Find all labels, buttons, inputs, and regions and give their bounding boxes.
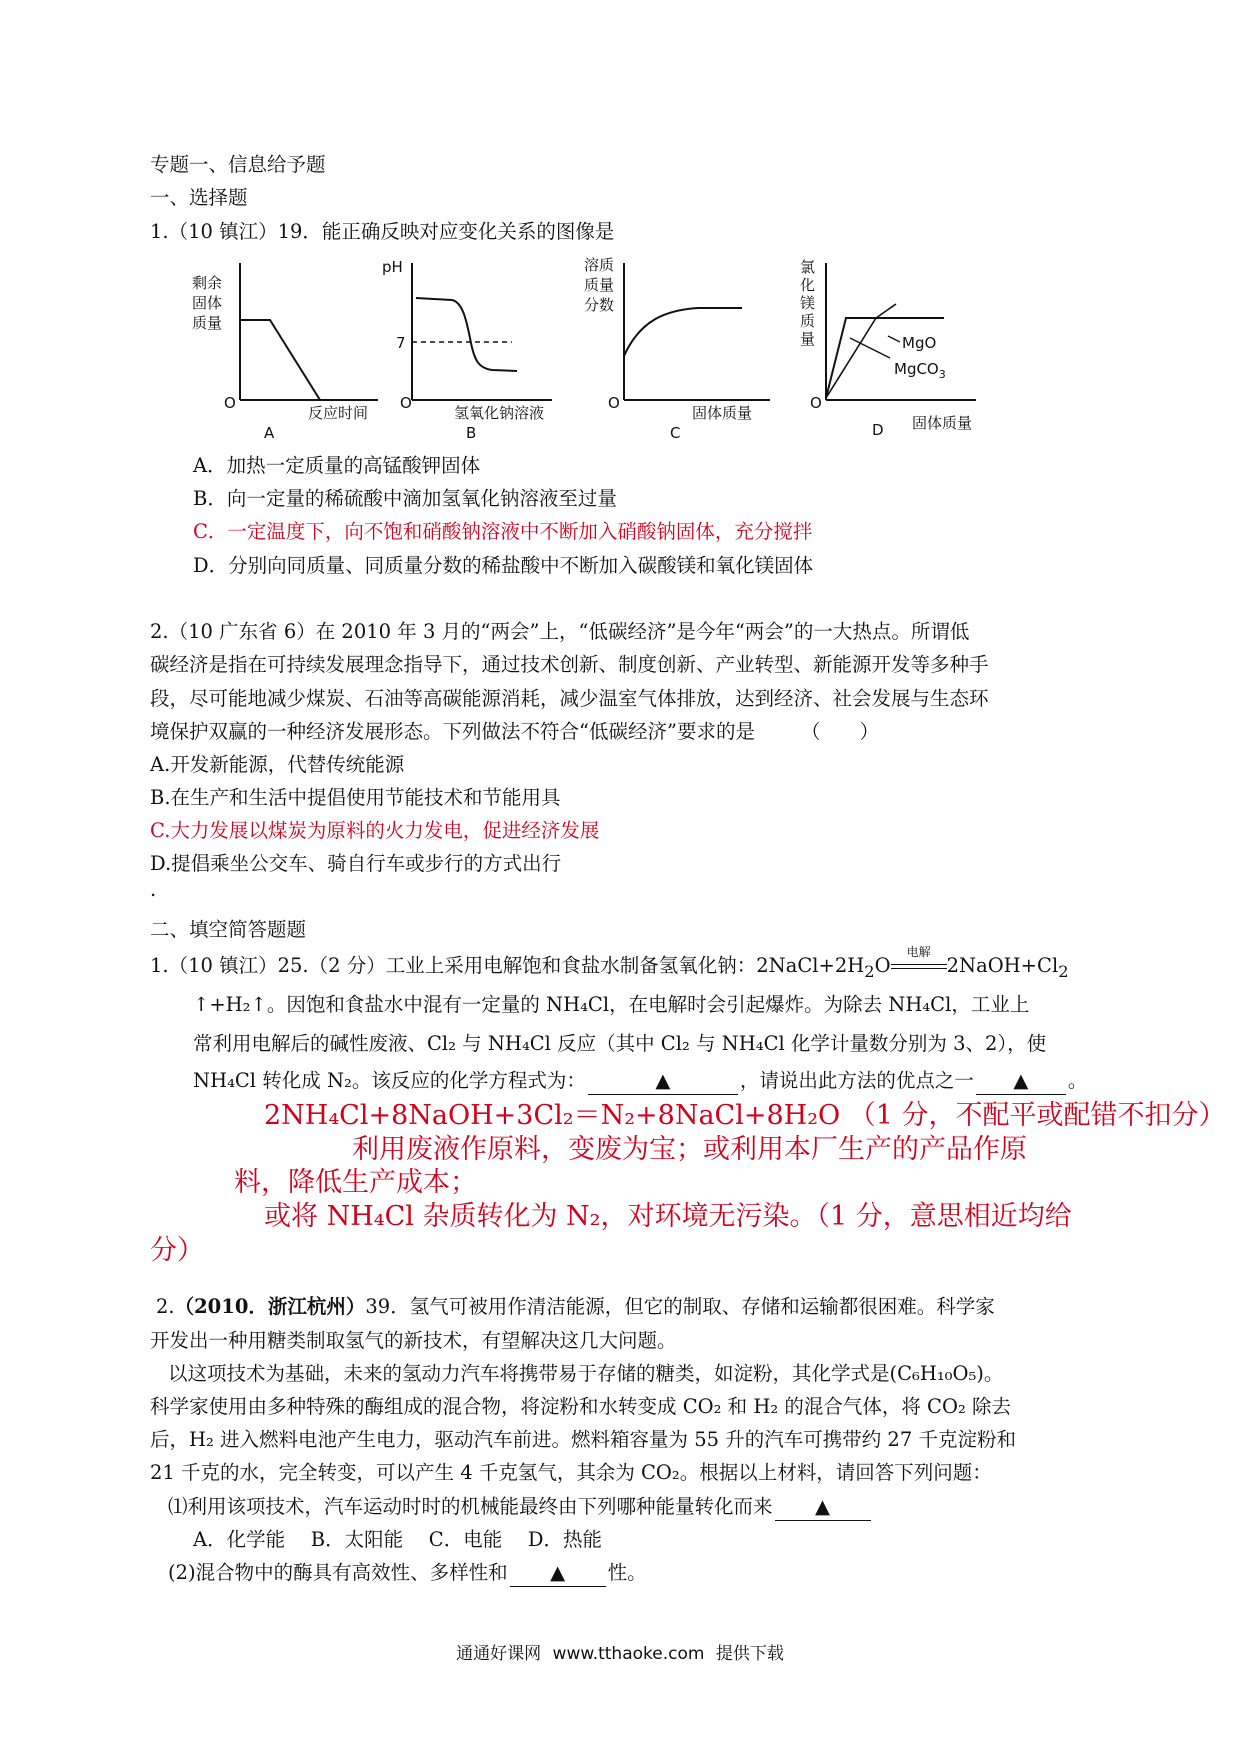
q3-line-4 (193, 1068, 1087, 1095)
graph-c-origin: O (608, 394, 620, 412)
graph-d-mgco3-pointer (850, 338, 890, 358)
q3-line-4-a: NH₄Cl 转化成 N₂。该反应的化学方程式为： (193, 1069, 586, 1092)
q2-option-b: B.在生产和生活中提倡使用节能技术和节能用具 (150, 786, 561, 809)
q4-number: 2. (156, 1295, 175, 1318)
footer-url[interactable]: www.tthaoke.com (552, 1644, 705, 1664)
q3-line-2: ↑+H₂↑。因饱和食盐水中混有一定量的 NH₄Cl，在电解时会引起爆炸。为除去 NH₄Cl，工业上 (193, 993, 1030, 1016)
footer-note: 提供下载 (715, 1644, 784, 1664)
graph-d-label-mgco3 (894, 360, 946, 381)
graph-c-ylabel-1: 溶质 (584, 256, 615, 274)
q2-line-1: 2.（10 广东省 6）在 2010 年 3 月的“两会”上，“低碳经济”是今年“两会”的一大热点。所谓低 (150, 620, 970, 643)
q1-option-a: A．加热一定质量的高锰酸钾固体 (193, 454, 481, 477)
graph-d-origin: O (810, 394, 822, 412)
q4-line-6: 21 千克的水，完全转变，可以产生 4 千克氢气，其余为 CO₂。根据以上材料，请回答下列问题： (150, 1461, 992, 1484)
q3-blank-equation-mark: ▲ (655, 1069, 671, 1092)
q4-blank-energy (775, 1494, 871, 1521)
q4-blank-enzyme-mark: ▲ (550, 1561, 566, 1584)
stray-dot: . (150, 878, 157, 901)
q3-answer-line-2: 利用废液作原料，变废为宝；或利用本厂生产的产品作原 (352, 1134, 1027, 1165)
graph-b-ylabel: pH (382, 258, 403, 276)
q4-line-1 (156, 1294, 995, 1320)
footer-site: 通通好课网 (456, 1644, 542, 1664)
graph-a-xlabel: 反应时间 (308, 404, 369, 422)
q4-line-1-rest: 39．氢气可被用作清洁能源，但它的制取、存储和运输都很困难。科学家 (365, 1295, 995, 1318)
q3-blank-advantage (976, 1068, 1066, 1095)
graph-a (188, 258, 388, 442)
q4-line-4: 科学家使用由多种特殊的酶组成的混合物，将淀粉和水转变成 CO₂ 和 H₂ 的混合气体，将 CO₂ 除去 (150, 1395, 1011, 1418)
q3-answer-line-3: 料，降低生产成本； (234, 1167, 477, 1198)
q2-answer-paren: （ ） (800, 720, 879, 743)
q3-equation-arrow (891, 945, 947, 979)
q4-blank-energy-mark: ▲ (815, 1495, 831, 1518)
q4-sub-1 (168, 1494, 873, 1521)
q4-sub-2-b: 性。 (607, 1561, 647, 1584)
q3-blank-advantage-mark: ▲ (1013, 1069, 1029, 1092)
q3-blank-equation (588, 1068, 738, 1095)
q3-answer-line-1: 2NH₄Cl+8NaOH+3Cl₂＝N₂+8NaCl+8H₂O （1 分，不配平或配错不扣分） (264, 1100, 1226, 1131)
graph-d-xlabel: 固体质量 (912, 414, 973, 432)
graph-d-ylabel-1: 氯 (800, 258, 816, 276)
q1-option-c: C．一定温度下，向不饱和硝酸钠溶液中不断加入硝酸钠固体，充分搅拌 (193, 520, 813, 543)
q3-electrolysis-label: 电解 (906, 945, 931, 959)
q4-sub-1-options: A．化学能 B．太阳能 C．电能 D．热能 (193, 1528, 603, 1551)
q2-option-d: D.提倡乘坐公交车、骑自行车或步行的方式出行 (150, 852, 562, 875)
q3-line-1-prefix: 1.（10 镇江）25.（2 分）工业上采用电解饱和食盐水制备氢氧化钠：2NaCl+2H (150, 954, 865, 977)
q3-line-1-rest: 2NaOH+Cl (946, 954, 1059, 977)
graph-a-curve (240, 320, 320, 400)
graph-a-origin: O (224, 394, 236, 412)
q1-stem: 1.（10 镇江）19．能正确反映对应变化关系的图像是 (150, 220, 615, 243)
graph-a-caption: A (264, 424, 275, 442)
graph-a-ylabel-2: 固体 (192, 294, 223, 312)
q4-blank-enzyme (510, 1560, 606, 1587)
q4-line-2: 开发出一种用糖类制取氢气的新技术，有望解决这几大问题。 (150, 1329, 677, 1352)
graph-d-ylabel-2: 化 (800, 276, 816, 294)
q3-line-4-b: ，请说出此方法的优点之一 (739, 1069, 974, 1092)
section-choice-title: 一、选择题 (150, 186, 248, 209)
q3-line-1-rest-sub: 2 (1058, 961, 1069, 981)
q3-answer-line-5: 分） (150, 1235, 204, 1266)
q4-sub-2-a: (2)混合物中的酶具有高效性、多样性和 (168, 1561, 508, 1584)
graph-d-label-mgco3-sub: 3 (938, 368, 946, 381)
graph-d-caption: D (872, 421, 884, 439)
q1-option-b: B．向一定量的稀硫酸中滴加氢氧化钠溶液至过量 (193, 487, 617, 510)
graph-c-curve (624, 308, 742, 356)
graph-d (796, 258, 1006, 438)
graph-c-caption: C (670, 424, 681, 442)
page-footer (0, 1639, 1240, 1664)
graph-c-ylabel-2: 质量 (584, 276, 615, 294)
q4-line-3: 以这项技术为基础，未来的氢动力汽车将携带易于存储的糖类，如淀粉，其化学式是(C₆H₁₀O₅)。 (168, 1362, 1004, 1385)
graph-d-ylabel-4: 质 (800, 312, 816, 330)
q2-line-2: 碳经济是指在可持续发展理念指导下，通过技术创新、制度创新、产业转型、新能源开发等多种手 (150, 653, 989, 676)
graph-d-label-mgco3-main: MgCO (894, 360, 939, 378)
page-heading: 专题一、信息给予题 (150, 153, 326, 176)
q4-sub-1-text: ⑴利用该项技术，汽车运动时时的机械能最终由下列哪种能量转化而来 (168, 1495, 773, 1518)
graph-d-ylabel-5: 量 (800, 330, 816, 348)
q3-answer-line-4: 或将 NH₄Cl 杂质转化为 N₂，对环境无污染。（1 分，意思相近均给 (264, 1201, 1072, 1232)
q3-line-3: 常利用电解后的碱性废液、Cl₂ 与 NH₄Cl 反应（其中 Cl₂ 与 NH₄Cl 化学计量数分别为 3、2），使 (193, 1032, 1047, 1055)
graph-d-ylabel-3: 镁 (800, 294, 816, 312)
graph-a-ylabel-3: 质量 (192, 314, 223, 332)
graph-c (580, 256, 780, 442)
q3-line-1-o: O (874, 954, 891, 977)
q2-line-4 (150, 719, 879, 745)
graph-c-xlabel: 固体质量 (692, 404, 753, 422)
graph-d-label-mgo: MgO (902, 334, 937, 352)
q2-option-a: A.开发新能源，代替传统能源 (150, 753, 405, 776)
q1-option-d: D．分别向同质量、同质量分数的稀盐酸中不断加入碳酸镁和氧化镁固体 (193, 554, 814, 577)
graph-a-ylabel-1: 剩余 (192, 274, 223, 292)
q4-sub-2 (168, 1560, 647, 1587)
graph-b-xlabel: 氢氧化钠溶液 (454, 404, 545, 422)
graph-b-curve (416, 298, 517, 371)
q3-line-4-end: 。 (1067, 1069, 1088, 1092)
q4-line-5: 后，H₂ 进入燃料电池产生电力，驱动汽车前进。燃料箱容量为 55 升的汽车可携带约 27 千克淀粉和 (150, 1428, 1016, 1451)
q2-line-3: 段，尽可能地减少煤炭、石油等高碳能源消耗，减少温室气体排放，达到经济、社会发展与生态环 (150, 687, 989, 710)
q3-line-1-sub: 2 (864, 961, 875, 981)
graph-b-tick-7: 7 (396, 334, 406, 352)
graph-b-origin: O (400, 394, 412, 412)
graph-b (382, 258, 582, 442)
graph-d-curve-mgco3 (826, 318, 944, 398)
q3-line-1 (150, 945, 1069, 985)
graph-d-mgo-pointer (888, 336, 900, 342)
q4-source: （2010．浙江杭州） (174, 1295, 366, 1318)
section-fill-title: 二、填空简答题题 (150, 918, 307, 941)
graph-b-caption: B (466, 424, 477, 442)
q2-option-c: C.大力发展以煤炭为原料的火力发电，促进经济发展 (150, 819, 600, 842)
q2-line-4-text: 境保护双赢的一种经济发展形态。下列做法不符合“低碳经济”要求的是 (150, 720, 755, 743)
graph-c-ylabel-3: 分数 (584, 296, 615, 314)
